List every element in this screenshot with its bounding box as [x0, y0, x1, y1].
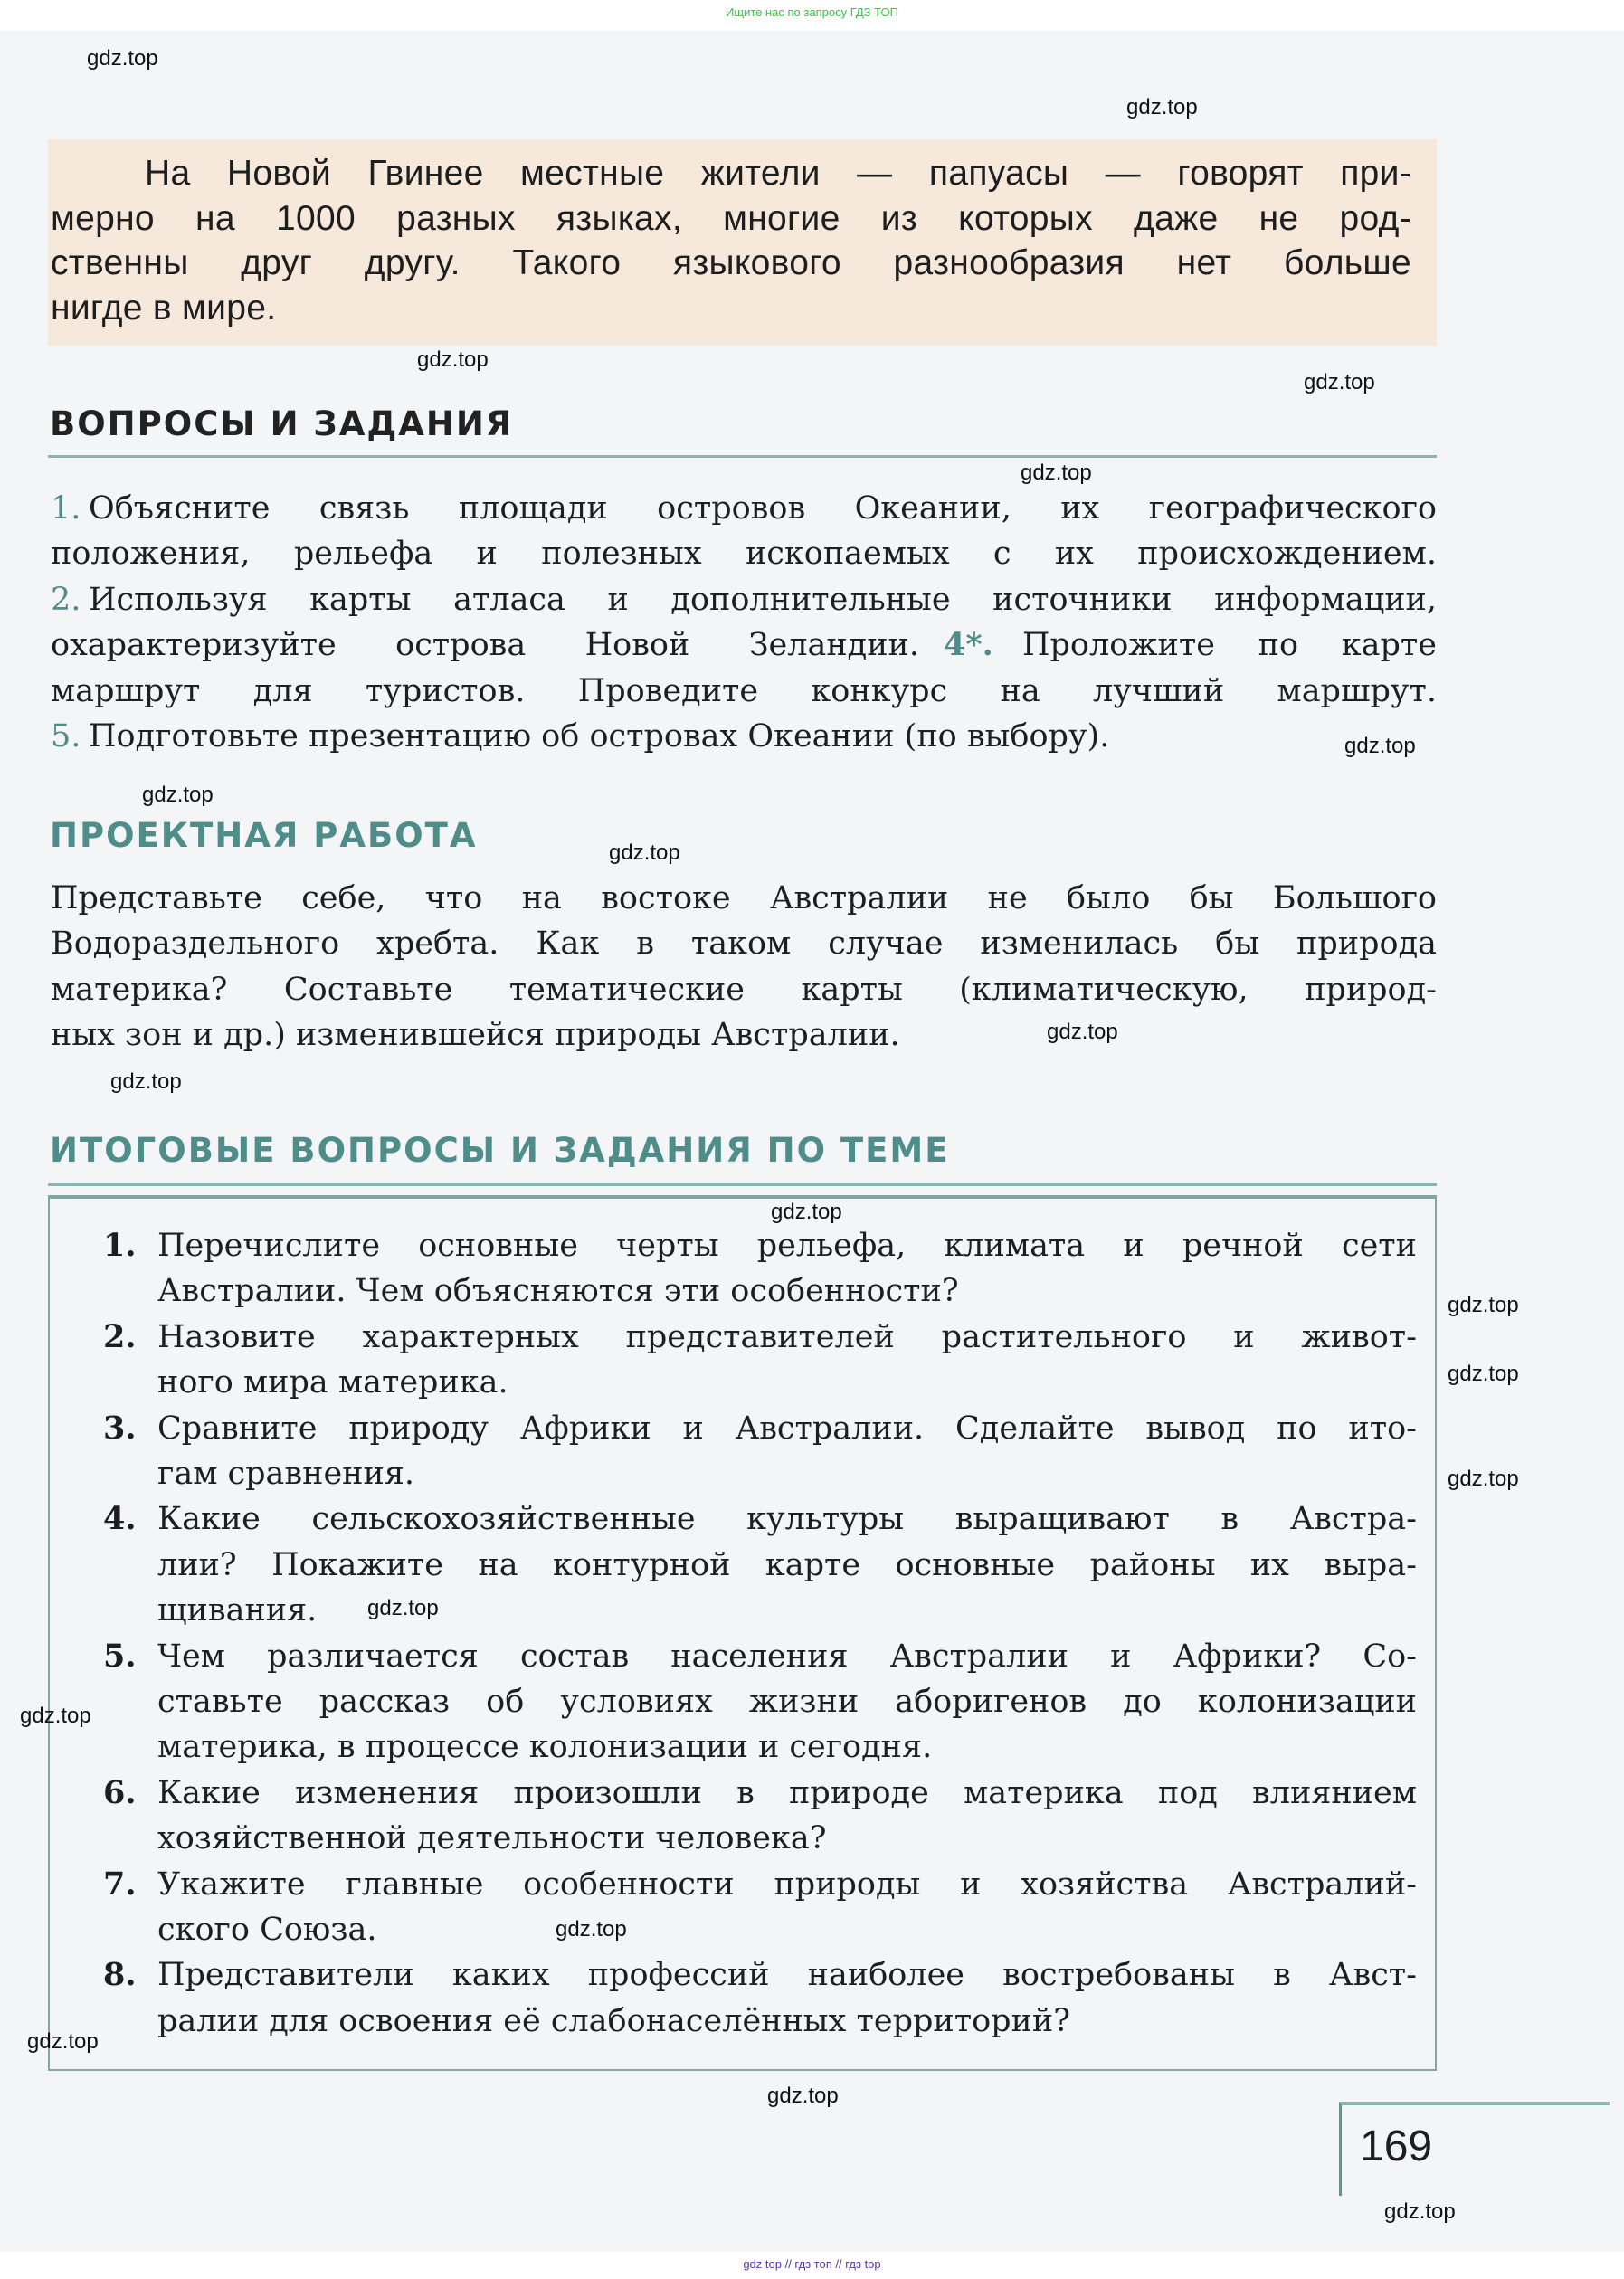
final-question-line: ского Союза.: [157, 1912, 377, 1948]
final-question-line: Назовите характерных представителей растительного и живот-: [157, 1318, 1417, 1355]
page-number-box: [1339, 2102, 1610, 2196]
project-heading: ПРОЕКТНАЯ РАБОТА: [50, 816, 478, 855]
question-number: 1.: [51, 490, 81, 527]
watermark-text: gdz.top: [367, 1596, 439, 1620]
final-question-line: лии? Покажите на контурной карте основные районы их выра-: [157, 1546, 1417, 1583]
final-question-number: 2.: [103, 1317, 137, 1355]
watermark-text: gdz.top: [1384, 2199, 1456, 2224]
watermark-text: gdz.top: [771, 1200, 842, 1224]
final-question-line: щивания.: [157, 1592, 318, 1629]
watermark-text: gdz.top: [142, 783, 214, 807]
final-question-line: Сравните природу Африки и Австралии. Сделайте вывод по ито-: [157, 1410, 1417, 1447]
watermark-text: gdz.top: [110, 1069, 182, 1094]
final-question-number: 7.: [103, 1865, 137, 1903]
question-number: 2.: [51, 581, 81, 618]
project-line: Водораздельного хребта. Как в таком случае изменилась бы природа: [51, 926, 1437, 963]
fact-line: нигде в мире.: [51, 288, 277, 328]
final-question-number: 3.: [103, 1409, 137, 1447]
final-heading: ИТОГОВЫЕ ВОПРОСЫ И ЗАДАНИЯ ПО ТЕМЕ: [50, 1131, 950, 1170]
question-text: Подготовьте презентацию об островах Океании (по выбору).: [89, 718, 1110, 755]
final-question-line: гам сравнения.: [157, 1456, 415, 1492]
project-line: Представьте себе, что на востоке Австралии не было бы Большого: [51, 880, 1437, 916]
watermark-text: gdz.top: [27, 2029, 99, 2054]
question-text: Объясните связь площади островов Океании, их географического: [89, 490, 1437, 527]
watermark-text: gdz.top: [1047, 1020, 1118, 1044]
bottom-banner: [0, 2252, 1624, 2279]
watermark-text: gdz.top: [87, 46, 158, 71]
question-text: Используя карты атласа и дополнительные источники информации,: [89, 581, 1437, 618]
question-text: Проложите по карте: [1022, 627, 1437, 664]
fact-line: ственны друг другу. Такого языкового разнообразия нет больше: [51, 243, 1411, 282]
final-question-line: Представители каких профессий наиболее востребованы в Авст-: [157, 1957, 1417, 1994]
final-question-number: 5.: [103, 1637, 137, 1675]
project-line: ных зон и др.) изменившейся природы Австралии.: [51, 1017, 900, 1054]
final-question-line: Какие изменения произошли в природе материка под влиянием: [157, 1774, 1417, 1811]
final-question-number: 6.: [103, 1773, 137, 1811]
watermark-text: gdz.top: [20, 1704, 91, 1728]
top-banner-text: Ищите нас по запросу ГДЗ ТОП: [726, 5, 898, 19]
watermark-text: gdz.top: [1448, 1467, 1519, 1491]
question-text: положения, рельефа и полезных ископаемых с их происхождением.: [51, 536, 1437, 573]
divider: [48, 1183, 1437, 1186]
watermark-text: gdz.top: [767, 2084, 839, 2108]
final-question-line: ставьте рассказ об условиях жизни аборигенов до колонизации: [157, 1684, 1417, 1720]
watermark-text: gdz.top: [1344, 734, 1416, 758]
question-text: охарактеризуйте острова Новой Зеландии.: [51, 627, 919, 664]
final-question-line: ного мира материка.: [157, 1364, 508, 1401]
watermark-text: gdz.top: [609, 840, 680, 865]
final-question-line: Перечислите основные черты рельефа, климата и речной сети: [157, 1228, 1417, 1264]
watermark-text: gdz.top: [417, 347, 489, 372]
watermark-text: gdz.top: [1448, 1362, 1519, 1386]
watermark-text: gdz.top: [1448, 1293, 1519, 1317]
final-question-line: Чем различается состав населения Австралии и Африки? Со-: [157, 1638, 1417, 1675]
fact-line: мерно на 1000 разных языках, многие из которых даже не род-: [51, 198, 1411, 238]
bottom-banner-text: gdz top // гдз топ // гдз top: [743, 2257, 881, 2271]
final-question-line: Австралии. Чем объясняются эти особенности?: [157, 1273, 959, 1310]
top-banner: [0, 0, 1624, 31]
watermark-text: gdz.top: [1126, 95, 1198, 119]
final-question-line: ралии для освоения её слабонаселённых территорий?: [157, 2002, 1071, 2039]
question-number: 5.: [51, 718, 81, 755]
question-text: маршрут для туристов. Проведите конкурс на лучший маршрут.: [51, 672, 1437, 709]
final-question-number: 4.: [103, 1500, 137, 1538]
fact-line: На Новой Гвинее местные жители — папуасы — говорят при-: [145, 154, 1411, 193]
question-number: 4*.: [944, 626, 993, 664]
questions-heading: ВОПРОСЫ И ЗАДАНИЯ: [50, 404, 514, 443]
final-question-line: материка, в процессе колонизации и сегодня.: [157, 1729, 933, 1766]
divider: [48, 455, 1437, 458]
page-number: 169: [1360, 2122, 1433, 2170]
final-question-number: 1.: [103, 1227, 137, 1264]
final-question-line: хозяйственной деятельности человека?: [157, 1820, 827, 1857]
watermark-text: gdz.top: [556, 1917, 627, 1942]
project-line: материка? Составьте тематические карты (климатическую, природ-: [51, 971, 1437, 1008]
final-question-number: 8.: [103, 1956, 137, 1994]
watermark-text: gdz.top: [1021, 461, 1092, 485]
final-question-line: Какие сельскохозяйственные культуры выращивают в Австра-: [157, 1501, 1417, 1538]
final-question-line: Укажите главные особенности природы и хозяйства Австралий-: [157, 1866, 1417, 1903]
watermark-text: gdz.top: [1304, 370, 1375, 394]
